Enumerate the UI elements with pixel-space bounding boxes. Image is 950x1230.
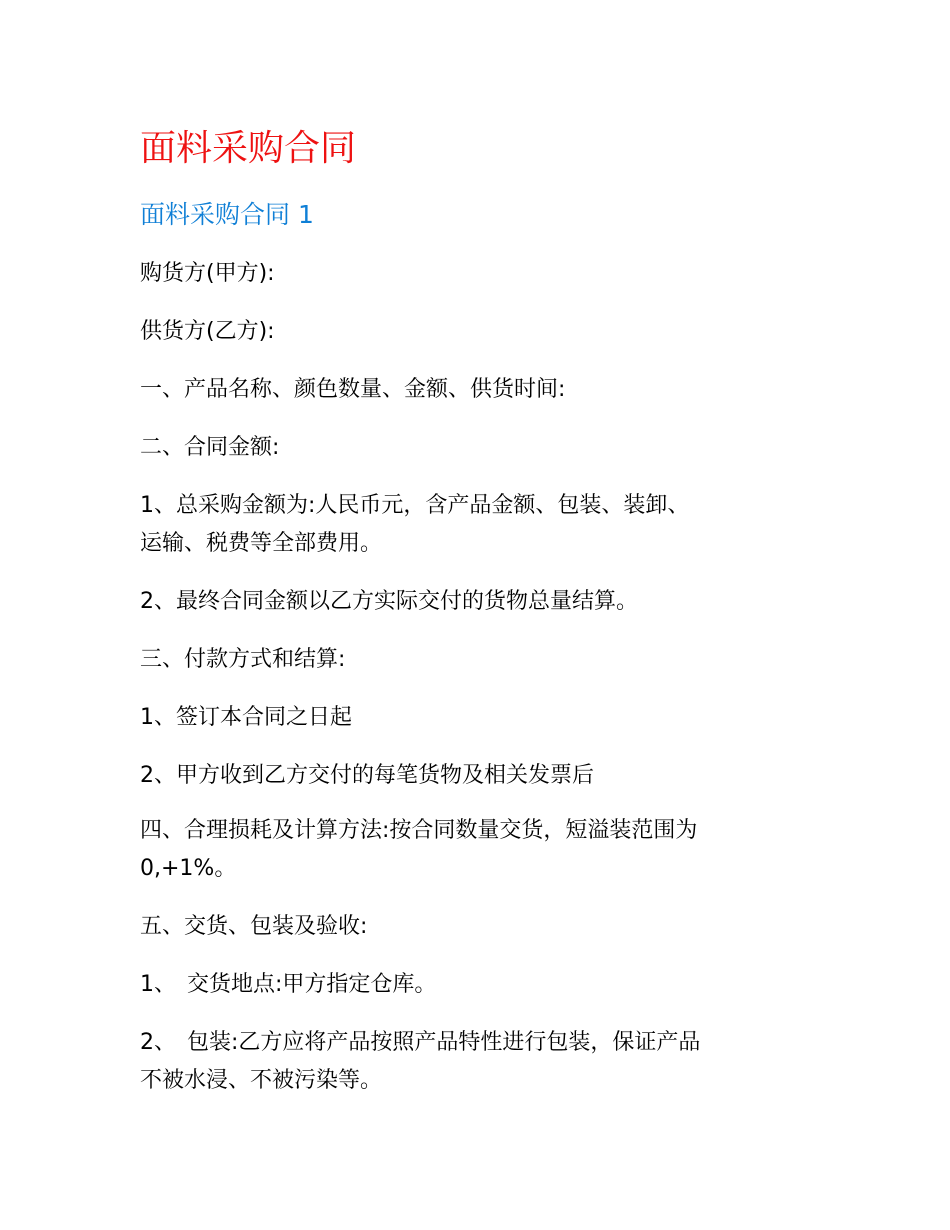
clause-4-line-2: 0,+1%。 <box>140 856 237 881</box>
clause-4 <box>140 812 805 888</box>
clause-1-heading: 一、产品名称、颜色数量、金额、供货时间: <box>140 377 566 402</box>
clause-3-item-1: 1、签订本合同之日起 <box>140 705 352 730</box>
clause-2-item-1-line-1: 1、总采购金额为:人民币元，含产品金额、包装、装卸、 <box>140 493 690 518</box>
clause-5-item-2 <box>140 1024 805 1100</box>
clause-3-heading: 三、付款方式和结算: <box>140 647 346 672</box>
document-title: 面料采购合同 <box>140 128 357 169</box>
clause-2-item-1 <box>140 487 805 563</box>
clause-5-heading: 五、交货、包装及验收: <box>140 914 368 939</box>
clause-5-item-2-line-2: 不被水浸、不被污染等。 <box>140 1068 383 1093</box>
clause-4-line-1: 四、合理损耗及计算方法:按合同数量交货，短溢装范围为 <box>140 818 698 843</box>
clause-3-item-2: 2、甲方收到乙方交付的每笔货物及相关发票后 <box>140 763 594 788</box>
clause-2-heading: 二、合同金额: <box>140 435 280 460</box>
clause-2-item-2: 2、最终合同金额以乙方实际交付的货物总量结算。 <box>140 589 638 614</box>
clause-5-item-1: 1、 交货地点:甲方指定仓库。 <box>140 972 437 997</box>
section-title: 面料采购合同 1 <box>140 200 314 229</box>
clause-5-item-2-line-1: 2、 包装:乙方应将产品按照产品特性进行包装，保证产品 <box>140 1030 701 1055</box>
buyer-party-line: 购货方(甲方): <box>140 261 275 286</box>
supplier-party-line: 供货方(乙方): <box>140 319 275 344</box>
clause-2-item-1-line-2: 运输、税费等全部费用。 <box>140 531 383 556</box>
